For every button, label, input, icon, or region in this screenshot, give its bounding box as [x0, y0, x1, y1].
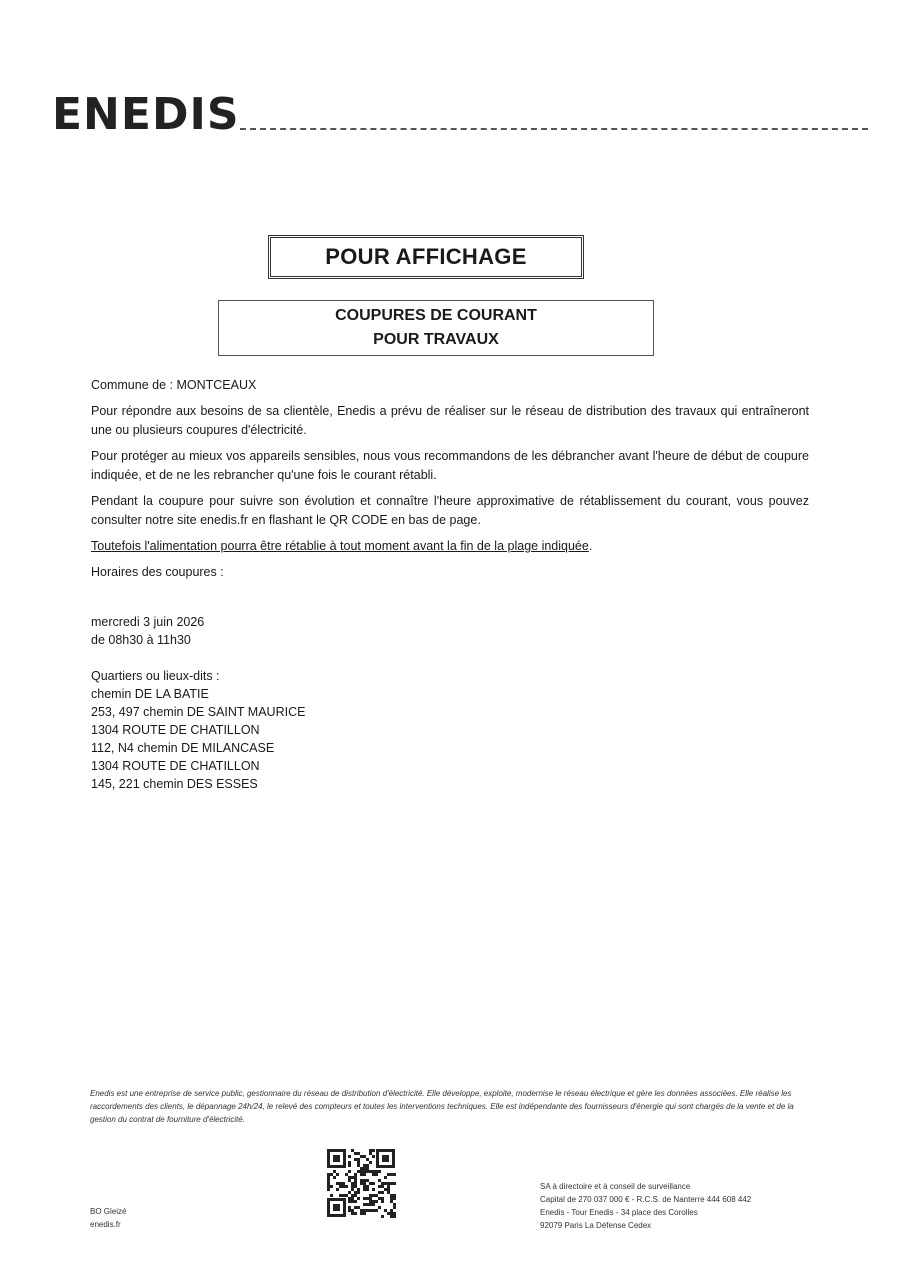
- place-item: 253, 497 chemin DE SAINT MAURICE: [91, 705, 306, 719]
- schedule-time: de 08h30 à 11h30: [91, 633, 191, 647]
- paragraph-2: Pour protéger au mieux vos appareils sensibles, nous vous recommandons de les débrancher avant l'heure de début de coupure indiquée, et de ne les rebrancher qu'une fois le courant rétabli.: [91, 449, 809, 482]
- subject-line-1: COUPURES DE COURANT: [335, 307, 537, 324]
- qr-code-icon[interactable]: [326, 1148, 396, 1218]
- header-rule: [240, 128, 868, 130]
- display-label: POUR AFFICHAGE: [268, 235, 584, 279]
- schedule-date: mercredi 3 juin 2026: [91, 615, 205, 629]
- place-item: 1304 ROUTE DE CHATILLON: [91, 723, 260, 737]
- footer-note: Enedis est une entreprise de service public, gestionnaire du réseau de distribution d'électricité. Elle développe, exploite, modernise le réseau électrique et gère les données associées. Elle réalise les raccordements des clients, le dépannage 24h/24, le relevé des compteurs et toutes les interventions techniques. Elle est indépendante des fournisseurs d'énergie qui sont chargés de la vente et de la gestion du contrat de fourniture d'électricité.: [90, 1089, 794, 1124]
- restore-warning-end: .: [588, 539, 593, 553]
- paragraph-4: [91, 537, 809, 556]
- footer-legal-line: 92079 Paris La Défense Cedex: [540, 1221, 652, 1230]
- place-item: 145, 221 chemin DES ESSES: [91, 777, 258, 791]
- footer-legal-line: Enedis - Tour Enedis - 34 place des Corolles: [540, 1208, 698, 1217]
- footer-legal-line: Capital de 270 037 000 € - R.C.S. de Nanterre 444 608 442: [540, 1195, 752, 1204]
- footer-website: enedis.fr: [90, 1220, 121, 1229]
- paragraph-1: Pour répondre aux besoins de sa clientèle, Enedis a prévu de réaliser sur le réseau de distribution des travaux qui entraîneront une ou plusieurs coupures d'électricité.: [91, 404, 809, 437]
- footer-office: BO Gleizé: [90, 1207, 127, 1216]
- places-list: [91, 667, 491, 793]
- paragraph-3: Pendant la coupure pour suivre son évolution et connaître l'heure approximative de rétablissement du courant, vous pouvez consulter notre site enedis.fr en flashant le QR CODE en bas de page.: [91, 494, 809, 527]
- place-item: 1304 ROUTE DE CHATILLON: [91, 759, 260, 773]
- footer-legal: [540, 1180, 751, 1232]
- subject-line-2: POUR TRAVAUX: [373, 331, 499, 348]
- places-label: Quartiers ou lieux-dits :: [91, 669, 220, 683]
- place-item: chemin DE LA BATIE: [91, 687, 209, 701]
- footer-legal-line: SA à directoire et à conseil de surveillance: [540, 1182, 691, 1191]
- footer-left: [90, 1205, 126, 1231]
- enedis-logo: ENEDIS: [52, 89, 240, 140]
- subject-box: [218, 300, 654, 356]
- body-text: [91, 376, 809, 589]
- place-item: 112, N4 chemin DE MILANCASE: [91, 741, 275, 755]
- commune-line: Commune de : MONTCEAUX: [91, 378, 257, 392]
- schedule-label: Horaires des coupures :: [91, 565, 224, 579]
- schedule: [91, 613, 491, 649]
- restore-warning: Toutefois l'alimentation pourra être rétablie à tout moment avant la fin de la plage indiquée: [91, 539, 589, 553]
